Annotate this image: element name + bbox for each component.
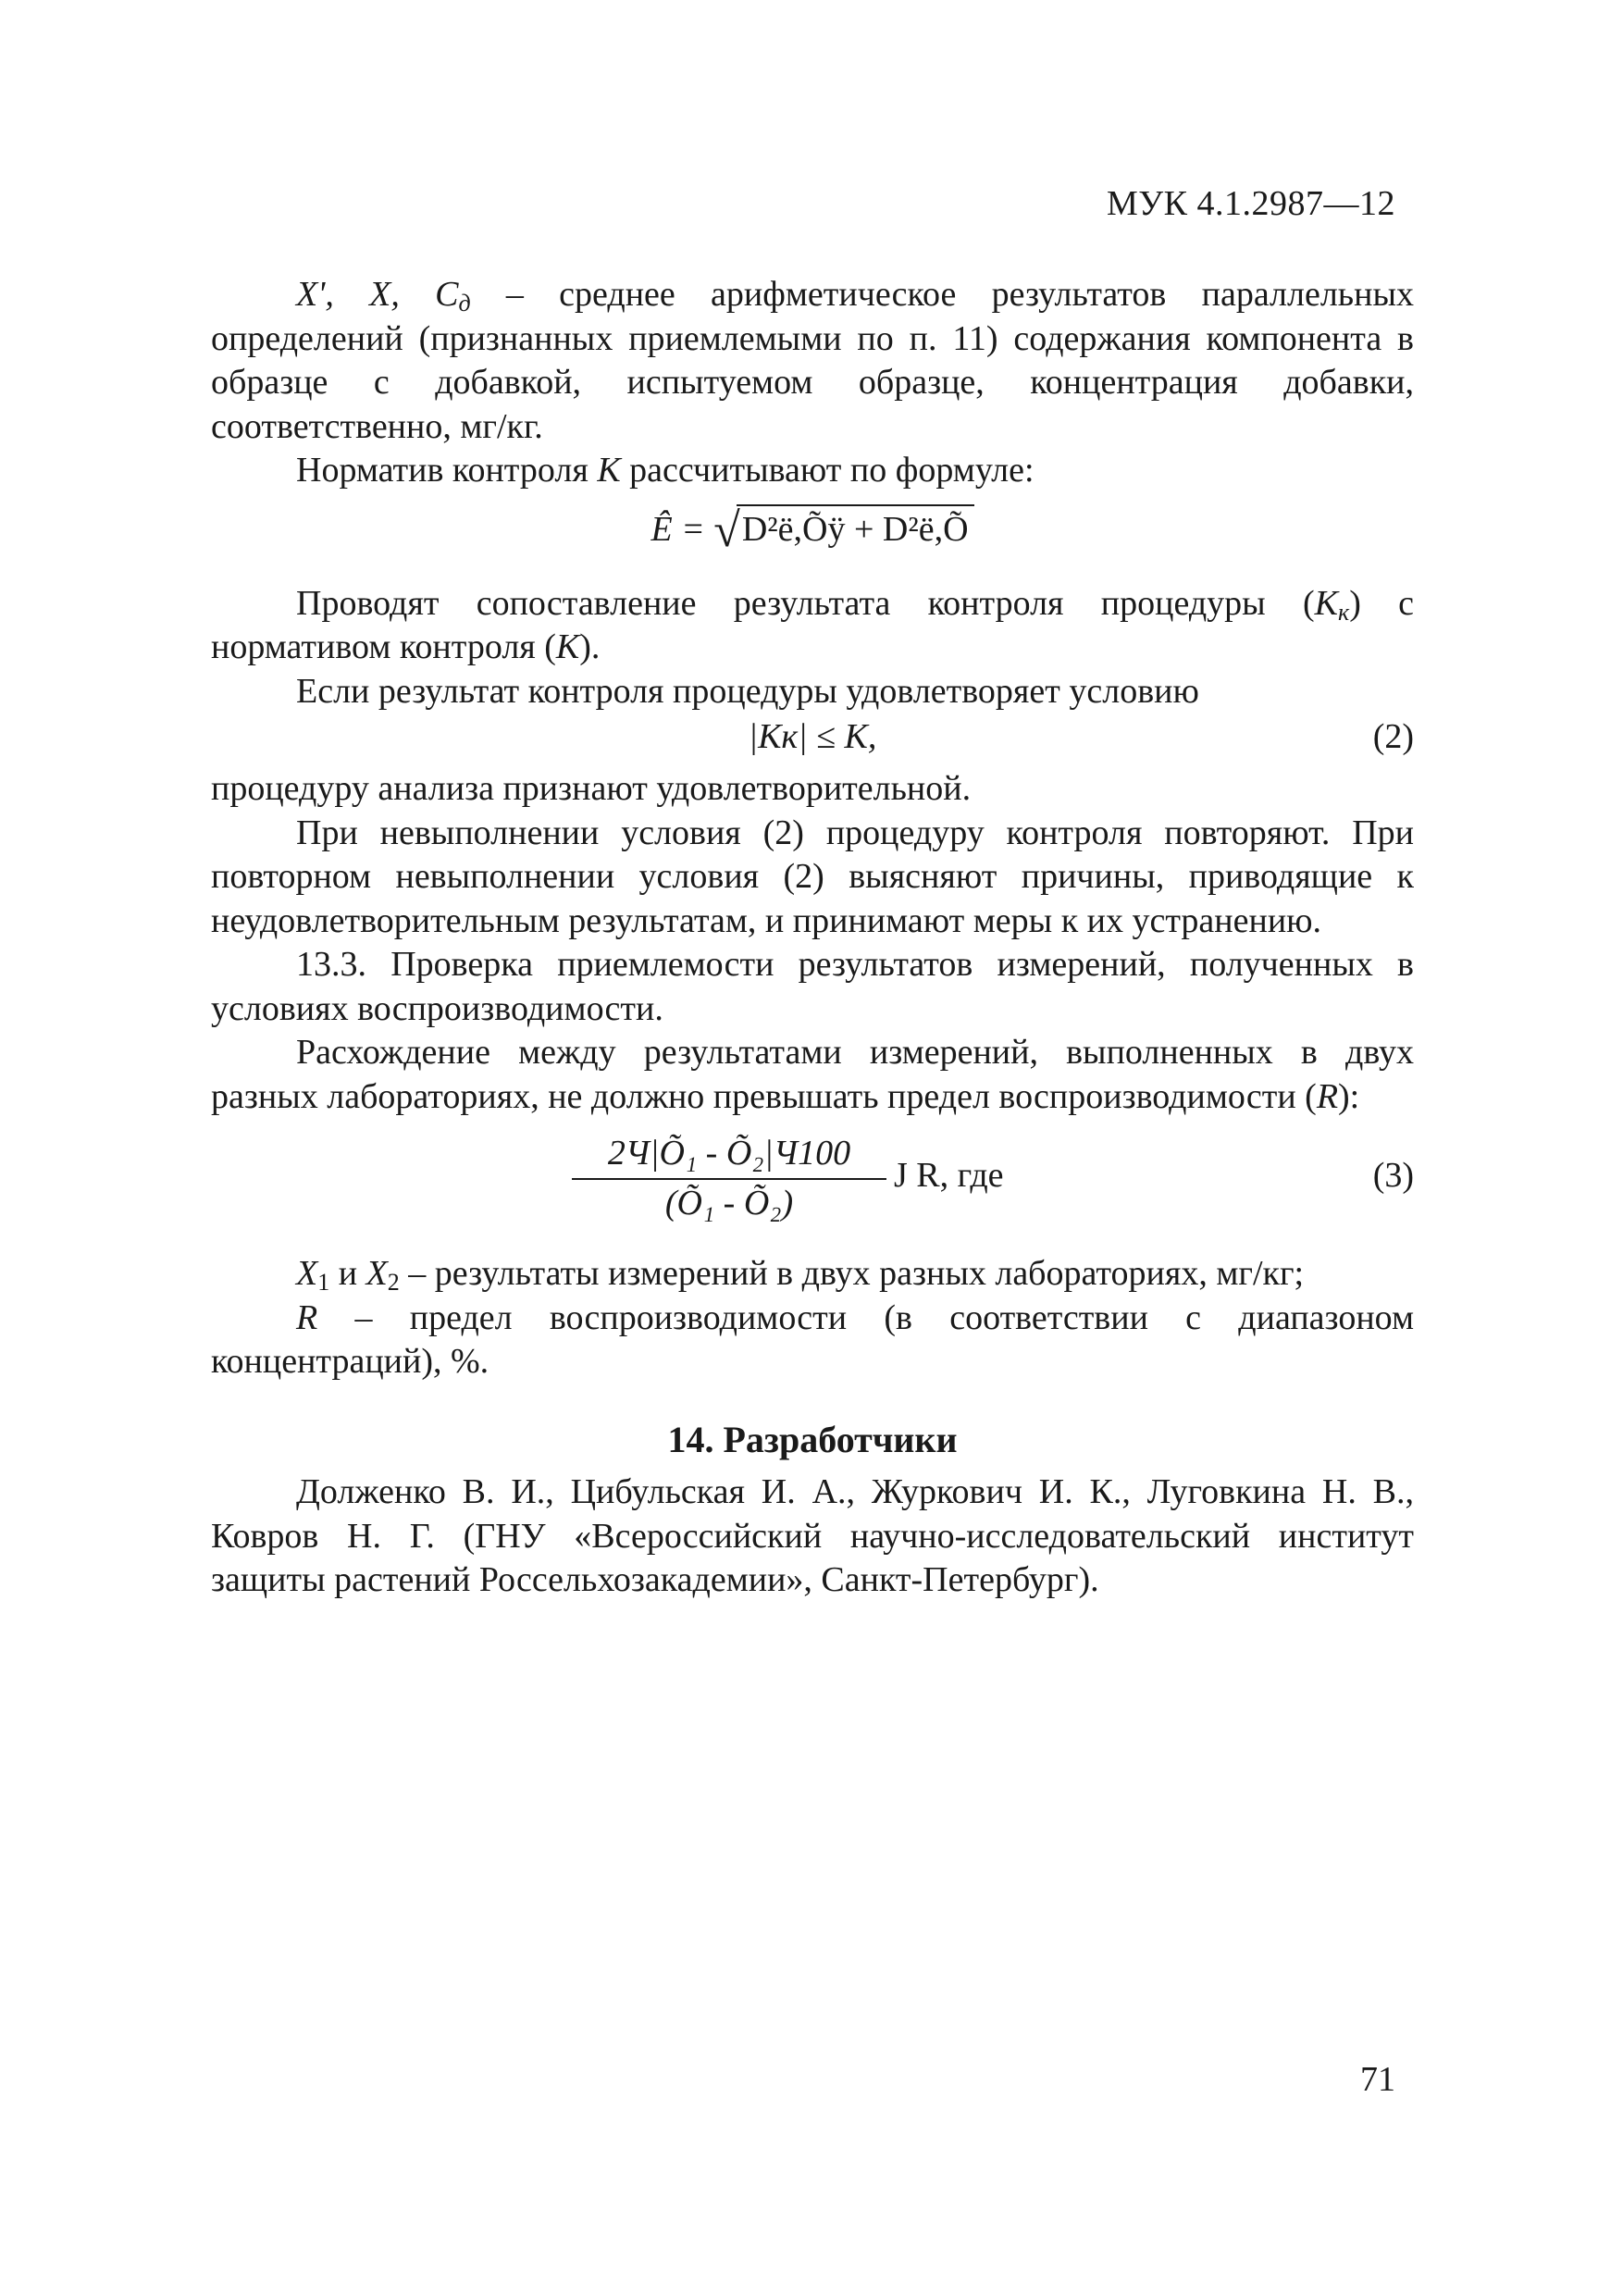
- main-text: [211, 273, 1414, 1603]
- formula-condition: [211, 714, 1414, 762]
- paragraph-section-13-3: 13.3. Проверка приемлемости результатов измерений, полученных в условиях воспроизводимости.: [211, 945, 1414, 1028]
- norm-variable: K: [597, 451, 621, 490]
- definition-text: – среднее арифметическое результатов параллельных определений (признанных приемлемыми по п. 11) содержания компонента в образце с добавкой, испытуемом образце, концентрация добавки, соответственно, мг/кг.: [211, 275, 1414, 446]
- comparison-text: Проводят сопоставление результата контроля процедуры (: [296, 583, 1315, 623]
- paragraph-variables-definition: [211, 273, 1414, 449]
- formula-lhs: Ê =: [650, 509, 705, 549]
- fraction-bar: [572, 1178, 886, 1180]
- fraction-numerator: 2Ч|Õ₁ - Õ₂|Ч100: [607, 1134, 851, 1173]
- paragraph-reproducibility: [211, 1031, 1414, 1119]
- x1-subscript: 1: [317, 1269, 330, 1296]
- comparison-mid: ) с нормативом контроля (: [211, 583, 1414, 666]
- fraction: [572, 1132, 886, 1225]
- formula-condition-expr: |Kк| ≤ K,: [748, 717, 877, 756]
- sqrt-sign-icon: √: [713, 503, 740, 557]
- x2-symbol: X: [365, 1254, 388, 1293]
- formula-reproducibility: [211, 1126, 1414, 1239]
- formula-tail: J R, где: [894, 1156, 1004, 1195]
- norm-intro-text: Норматив контроля: [296, 451, 598, 490]
- norm-intro-tail: рассчитывают по формуле:: [620, 451, 1035, 490]
- r-definition-text: – предел воспроизводимости (в соответствии с диапазоном концентраций), %.: [211, 1297, 1414, 1381]
- and-text: и: [329, 1254, 366, 1293]
- page-number: 71: [1360, 2060, 1395, 2099]
- paragraph-condition-intro: Если результат контроля процедуры удовлетворяет условию: [296, 671, 1199, 711]
- x2-subscript: 2: [387, 1269, 400, 1296]
- x1-symbol: X: [296, 1254, 318, 1293]
- reproducibility-tail: ):: [1338, 1076, 1360, 1116]
- paragraph-repeat-control: При невыполнении условия (2) процедуру контроля повторяют. При повторном невыполнении условия (2) выясняют причины, приводящие к неудовлетворительным результатам, и принимают меры к их устранению.: [211, 813, 1414, 940]
- paragraph-authors: Долженко В. И., Цибульская И. А., Журкович И. К., Луговкина Н. В., Ковров Н. Г. (ГНУ «Всероссийский научно-исследовательский институт защиты растений Россельхозакадемии», Санкт-Петербург).: [211, 1472, 1414, 1599]
- reproducibility-variable: R: [1316, 1076, 1339, 1116]
- fraction-denominator: (Õ₁ - Õ₂): [664, 1183, 794, 1222]
- paragraph-norm-intro: [211, 449, 1414, 493]
- comparison-variable-2: K: [555, 627, 580, 666]
- formula-norm: [211, 499, 1414, 565]
- equation-number-3: (3): [1372, 1156, 1414, 1195]
- document-code-header: МУК 4.1.2987—12: [1106, 184, 1395, 223]
- comparison-subscript: к: [1338, 598, 1350, 626]
- r-symbol: R: [296, 1297, 318, 1337]
- comparison-variable: K: [1314, 583, 1339, 623]
- paragraph-r-definition: [211, 1297, 1414, 1384]
- x-definition-text: – результаты измерений в двух разных лабораториях, мг/кг;: [399, 1254, 1305, 1293]
- variable-subscript: д: [458, 290, 471, 316]
- comparison-tail: ).: [579, 627, 601, 666]
- paragraph-x-definition: [211, 1252, 1414, 1297]
- formula-radicand: D²ё,Õÿ + D²ё,Õ: [737, 504, 974, 552]
- equation-number-2: (2): [1372, 717, 1414, 756]
- reproducibility-text: Расхождение между результатами измерений, выполненных в двух разных лабораториях, не должно превышать предел воспроизводимости (: [211, 1033, 1414, 1116]
- paragraph-comparison: [211, 582, 1414, 670]
- variable-symbols: X', X, C: [296, 275, 459, 314]
- paragraph-satisfactory: процедуру анализа признают удовлетворительной.: [211, 769, 972, 808]
- section-heading-developers: 14. Разработчики: [667, 1418, 958, 1460]
